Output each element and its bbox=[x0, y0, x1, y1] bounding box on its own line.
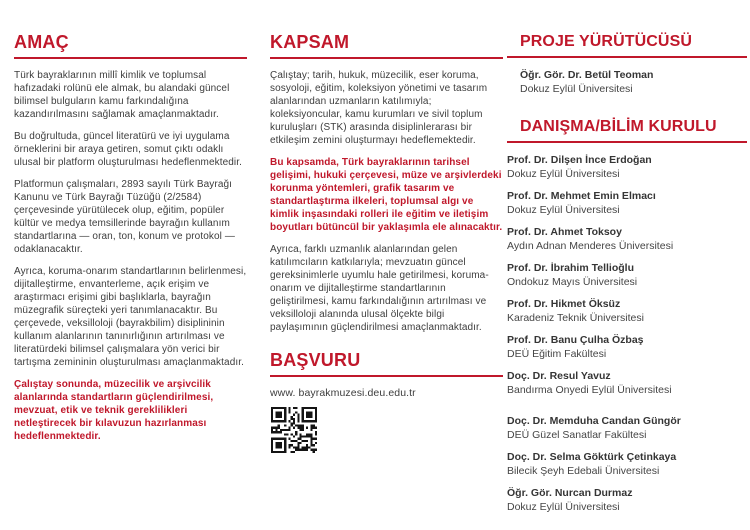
danisma-kurulu-heading: DANIŞMA/BİLİM KURULU bbox=[520, 118, 717, 135]
board-member bbox=[507, 154, 747, 181]
paragraph: Bu doğrultuda, güncel literatürü ve iyi uygulama örneklerini bir araya getiren, somut çıktı odaklı ulusal bir platform oluşturulması hedeflenmektedir. bbox=[14, 131, 242, 168]
member-affiliation: DEÜ Eğitim Fakültesi bbox=[507, 348, 607, 360]
section-amac bbox=[14, 32, 247, 452]
member-affiliation: Bilecik Şeyh Edebali Üniversitesi bbox=[507, 465, 660, 477]
section-right-column bbox=[507, 32, 747, 523]
member-affiliation: Dokuz Eylül Üniversitesi bbox=[520, 83, 633, 95]
board-member bbox=[507, 370, 747, 397]
board-member bbox=[507, 262, 747, 289]
board-member bbox=[507, 451, 747, 478]
qr-code-icon bbox=[271, 407, 317, 453]
member-name: Prof. Dr. Hikmet Öksüz bbox=[507, 298, 621, 310]
board-member bbox=[507, 226, 747, 253]
member-affiliation: Karadeniz Teknik Üniversitesi bbox=[507, 312, 644, 324]
section-basvuru bbox=[270, 350, 503, 453]
member-name: Prof. Dr. İbrahim Tellioğlu bbox=[507, 262, 634, 274]
board-member bbox=[507, 334, 747, 361]
member-name: Öğr. Gör. Dr. Betül Teoman bbox=[520, 69, 654, 81]
member-affiliation: Dokuz Eylül Üniversitesi bbox=[507, 501, 620, 513]
heading-rule bbox=[270, 375, 503, 377]
basvuru-heading: BAŞVURU bbox=[270, 350, 361, 370]
heading-rule bbox=[270, 57, 503, 59]
paragraph: Platformun çalışmaları, 2893 sayılı Türk Bayrağı Kanunu ve Türk Bayrağı Tüzüğü (2/2584) çerçevesinde yürütülecek olup, eğitim, popüler kültür ve medya temsillerinde bayrağın kullanım standartlarına — oran, ton, konum ve protokol — odaklanacaktır. bbox=[14, 179, 235, 255]
paragraph: Ayrıca, koruma-onarım standartlarının belirlenmesi, dijitalleştirme, envanterleme, açık erişim ve araştırmacı erişimi gibi başlıklarla, bayrağın müzegrafik süreçteki yeri tanımlanacaktır. Bu çerçevede, veksilloloji (bayrakbilim) disiplininin kullanım alanlarının tanınırlığının artırılması ve literatürdeki bilimsel çalışmalara yön verici bir tartışma zemininin oluşturulması amaçlanmaktadır. bbox=[14, 266, 247, 368]
member-name: Öğr. Gör. Nurcan Durmaz bbox=[507, 487, 633, 499]
proje-yurutucusu-heading: PROJE YÜRÜTÜCÜSÜ bbox=[520, 33, 692, 50]
member-affiliation: Dokuz Eylül Üniversitesi bbox=[507, 204, 620, 216]
spacer bbox=[507, 105, 747, 117]
member-name: Prof. Dr. Mehmet Emin Elmacı bbox=[507, 190, 656, 202]
member-name: Prof. Dr. Dilşen İnce Erdoğan bbox=[507, 154, 652, 166]
project-coordinator bbox=[507, 69, 747, 96]
board-member bbox=[507, 190, 747, 217]
board-member bbox=[507, 415, 747, 442]
section-kapsam bbox=[270, 32, 503, 343]
paragraph: Çalıştay; tarih, hukuk, müzecilik, eser koruma, sosyoloji, eğitim, koleksiyon yönetimi ve tasarım alanlarından uzmanların katılımıyla; koleksiyoncular, kamu kurumları ve sivil toplum kuruluşları (STK) arasında disiplinlerarası bir etkileşim zemini oluşturmayı hedeflemektedir. bbox=[270, 70, 488, 146]
board-member bbox=[507, 487, 747, 514]
member-affiliation: DEÜ Güzel Sanatlar Fakültesi bbox=[507, 429, 647, 441]
heading-rule bbox=[507, 141, 747, 143]
highlighted-paragraph: Çalıştay sonunda, müzecilik ve arşivcilik alanlarında standartların güçlendirilmesi, mevzuat, etik ve teknik gereklilikleri netleştirecek bir kılavuzun hazırlanması hedeflenmektedir. bbox=[14, 379, 214, 442]
heading-rule bbox=[507, 56, 747, 58]
member-name: Doç. Dr. Selma Göktürk Çetinkaya bbox=[507, 451, 677, 463]
member-name: Prof. Dr. Ahmet Toksoy bbox=[507, 226, 622, 238]
member-affiliation: Aydın Adnan Menderes Üniversitesi bbox=[507, 240, 674, 252]
board-member bbox=[507, 298, 747, 325]
member-affiliation: Bandırma Onyedi Eylül Üniversitesi bbox=[507, 384, 672, 396]
member-name: Prof. Dr. Banu Çulha Özbaş bbox=[507, 334, 644, 346]
website-address: www. bayrakmuzesi.deu.edu.tr bbox=[270, 387, 416, 399]
member-affiliation: Dokuz Eylül Üniversitesi bbox=[507, 168, 620, 180]
kapsam-heading: KAPSAM bbox=[270, 32, 350, 52]
paragraph: Ayrıca, farklı uzmanlık alanlarından gelen katılımcıların katkılarıyla; mevzuatın güncel gereksinimlerle uyumlu hale getirilmesi, koruma-onarım ve dijitalleştirme standartlarının geliştirilmesi, kamu farkındalığının artırılması ve veksilloloji alanında ulusal ölçekte bilgi paylaşımının güçlendirilmesi amaçlanmaktadır. bbox=[270, 244, 489, 333]
heading-rule bbox=[14, 57, 247, 59]
member-affiliation: Ondokuz Mayıs Üniversitesi bbox=[507, 276, 638, 288]
amac-heading: AMAÇ bbox=[14, 32, 69, 52]
member-name: Doç. Dr. Memduha Candan Güngör bbox=[507, 415, 681, 427]
highlighted-paragraph: Bu kapsamda, Türk bayraklarının tarihsel gelişimi, hukuki çerçevesi, müze ve arşivlerdeki korunma yöntemleri, grafik tasarım ve standartlaştırma ilkeleri, toplumsal algı ve kimlik inşasındaki rolleri ile eğitim ve iletişim boyutları bütüncül bir yaklaşımla ele alınacaktır. bbox=[270, 157, 503, 233]
paragraph: Türk bayraklarının millî kimlik ve toplumsal hafızadaki rolünü ele almak, bu alandaki güncel bilimsel bulguların kamu farkındalığına kazandırılmasını sağlamak amaçlanmaktadır. bbox=[14, 70, 230, 120]
member-name: Doç. Dr. Resul Yavuz bbox=[507, 370, 611, 382]
